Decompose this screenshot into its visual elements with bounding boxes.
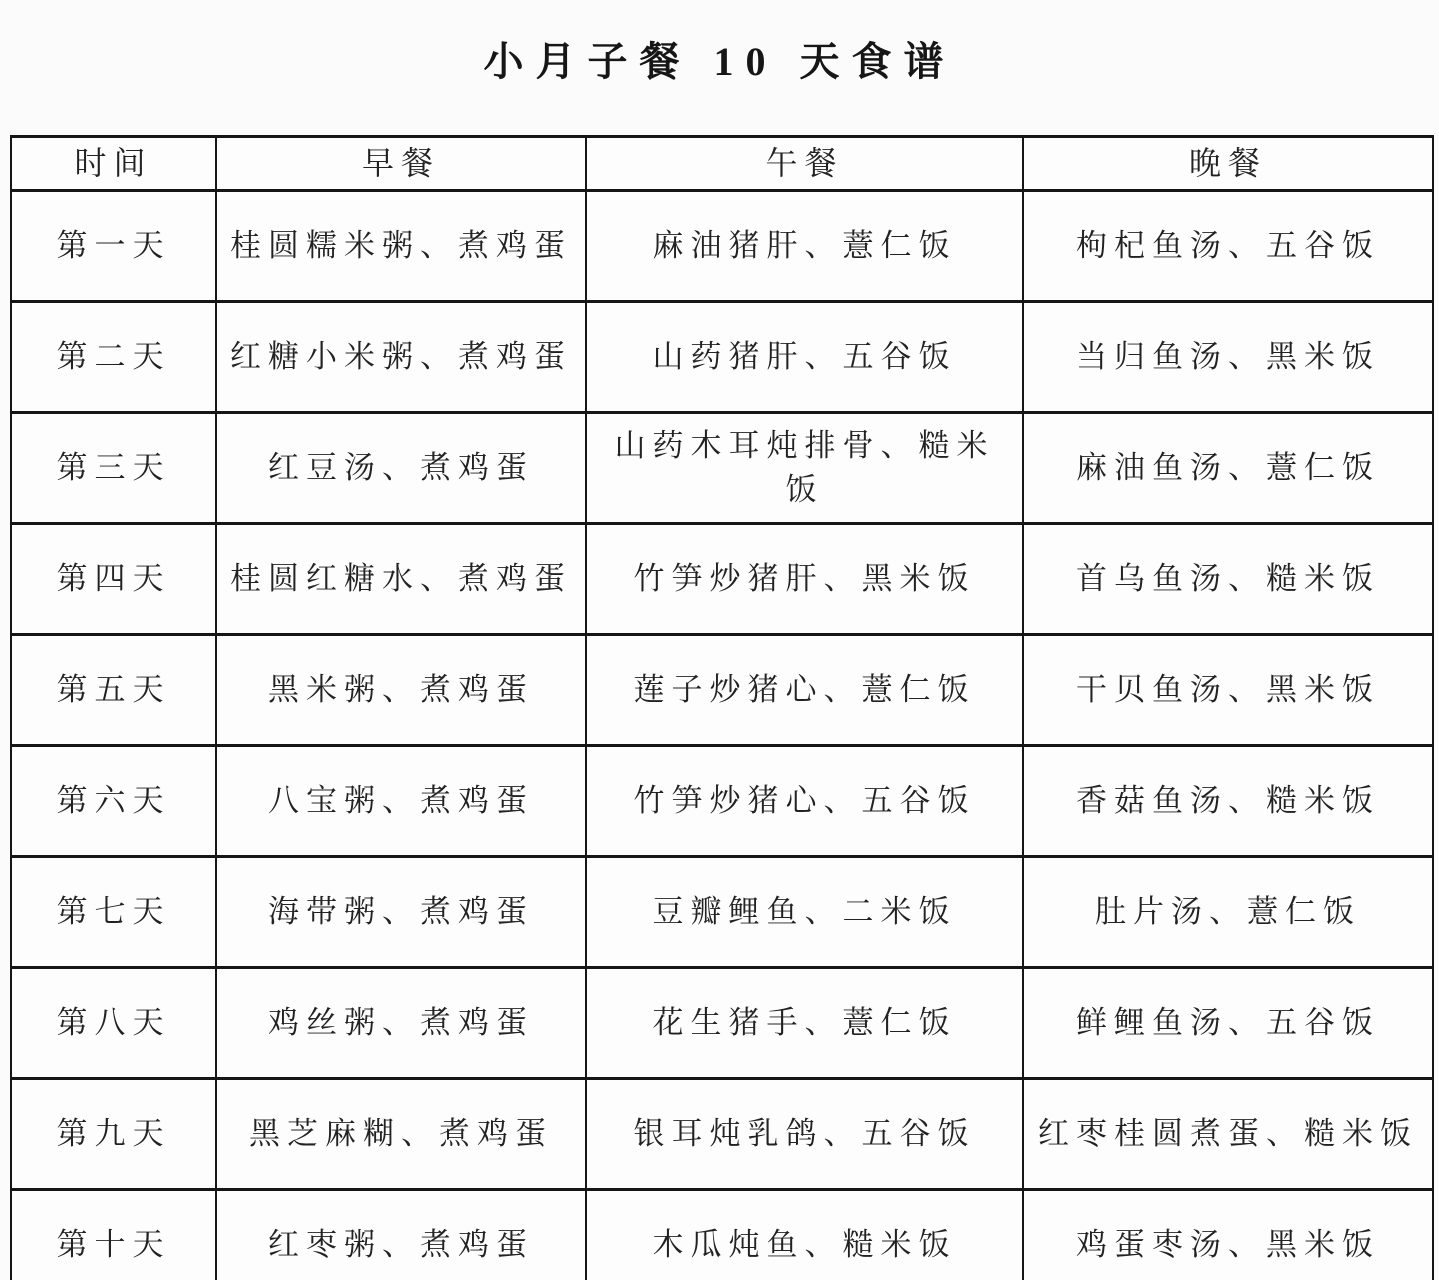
day-cell: 第六天	[11, 746, 216, 857]
day-cell: 第三天	[11, 413, 216, 524]
day-cell: 第四天	[11, 524, 216, 635]
breakfast-cell: 桂圆红糖水、煮鸡蛋	[216, 524, 586, 635]
lunch-cell: 豆瓣鲤鱼、二米饭	[586, 857, 1023, 968]
dinner-cell: 香菇鱼汤、糙米饭	[1023, 746, 1433, 857]
day-cell: 第十天	[11, 1190, 216, 1280]
breakfast-cell: 黑米粥、煮鸡蛋	[216, 635, 586, 746]
day-cell: 第七天	[11, 857, 216, 968]
table-row	[11, 857, 1433, 968]
dinner-cell: 肚片汤、薏仁饭	[1023, 857, 1433, 968]
breakfast-cell: 海带粥、煮鸡蛋	[216, 857, 586, 968]
day-cell: 第八天	[11, 968, 216, 1079]
day-cell: 第九天	[11, 1079, 216, 1190]
breakfast-cell: 八宝粥、煮鸡蛋	[216, 746, 586, 857]
table-row	[11, 413, 1433, 524]
column-header-lunch: 午餐	[586, 137, 1023, 191]
table-row	[11, 191, 1433, 302]
column-header-breakfast: 早餐	[216, 137, 586, 191]
lunch-cell: 竹笋炒猪心、五谷饭	[586, 746, 1023, 857]
table-row	[11, 746, 1433, 857]
table-row	[11, 968, 1433, 1079]
dinner-cell: 首乌鱼汤、糙米饭	[1023, 524, 1433, 635]
table-row	[11, 1079, 1433, 1190]
dinner-cell: 鸡蛋枣汤、黑米饭	[1023, 1190, 1433, 1280]
lunch-cell: 莲子炒猪心、薏仁饭	[586, 635, 1023, 746]
table-row	[11, 1190, 1433, 1280]
dinner-cell: 红枣桂圆煮蛋、糙米饭	[1023, 1079, 1433, 1190]
table-row	[11, 635, 1433, 746]
lunch-cell: 木瓜炖鱼、糙米饭	[586, 1190, 1023, 1280]
column-header-time: 时间	[11, 137, 216, 191]
breakfast-cell: 红豆汤、煮鸡蛋	[216, 413, 586, 524]
column-header-dinner: 晚餐	[1023, 137, 1433, 191]
dinner-cell: 枸杞鱼汤、五谷饭	[1023, 191, 1433, 302]
dinner-cell: 干贝鱼汤、黑米饭	[1023, 635, 1433, 746]
day-cell: 第二天	[11, 302, 216, 413]
breakfast-cell: 黑芝麻糊、煮鸡蛋	[216, 1079, 586, 1190]
day-cell: 第五天	[11, 635, 216, 746]
dinner-cell: 鲜鲤鱼汤、五谷饭	[1023, 968, 1433, 1079]
breakfast-cell: 红糖小米粥、煮鸡蛋	[216, 302, 586, 413]
dinner-cell: 当归鱼汤、黑米饭	[1023, 302, 1433, 413]
breakfast-cell: 红枣粥、煮鸡蛋	[216, 1190, 586, 1280]
meal-plan-table	[10, 135, 1434, 1280]
lunch-cell: 花生猪手、薏仁饭	[586, 968, 1023, 1079]
breakfast-cell: 鸡丝粥、煮鸡蛋	[216, 968, 586, 1079]
lunch-cell: 竹笋炒猪肝、黑米饭	[586, 524, 1023, 635]
lunch-cell: 银耳炖乳鸽、五谷饭	[586, 1079, 1023, 1190]
day-cell: 第一天	[11, 191, 216, 302]
table-row	[11, 524, 1433, 635]
page-title: 小月子餐 10 天食谱	[483, 39, 956, 84]
table-row	[11, 302, 1433, 413]
header-row	[11, 137, 1433, 191]
breakfast-cell: 桂圆糯米粥、煮鸡蛋	[216, 191, 586, 302]
lunch-cell: 麻油猪肝、薏仁饭	[586, 191, 1023, 302]
lunch-cell: 山药木耳炖排骨、糙米饭	[586, 413, 1023, 524]
dinner-cell: 麻油鱼汤、薏仁饭	[1023, 413, 1433, 524]
lunch-cell: 山药猪肝、五谷饭	[586, 302, 1023, 413]
